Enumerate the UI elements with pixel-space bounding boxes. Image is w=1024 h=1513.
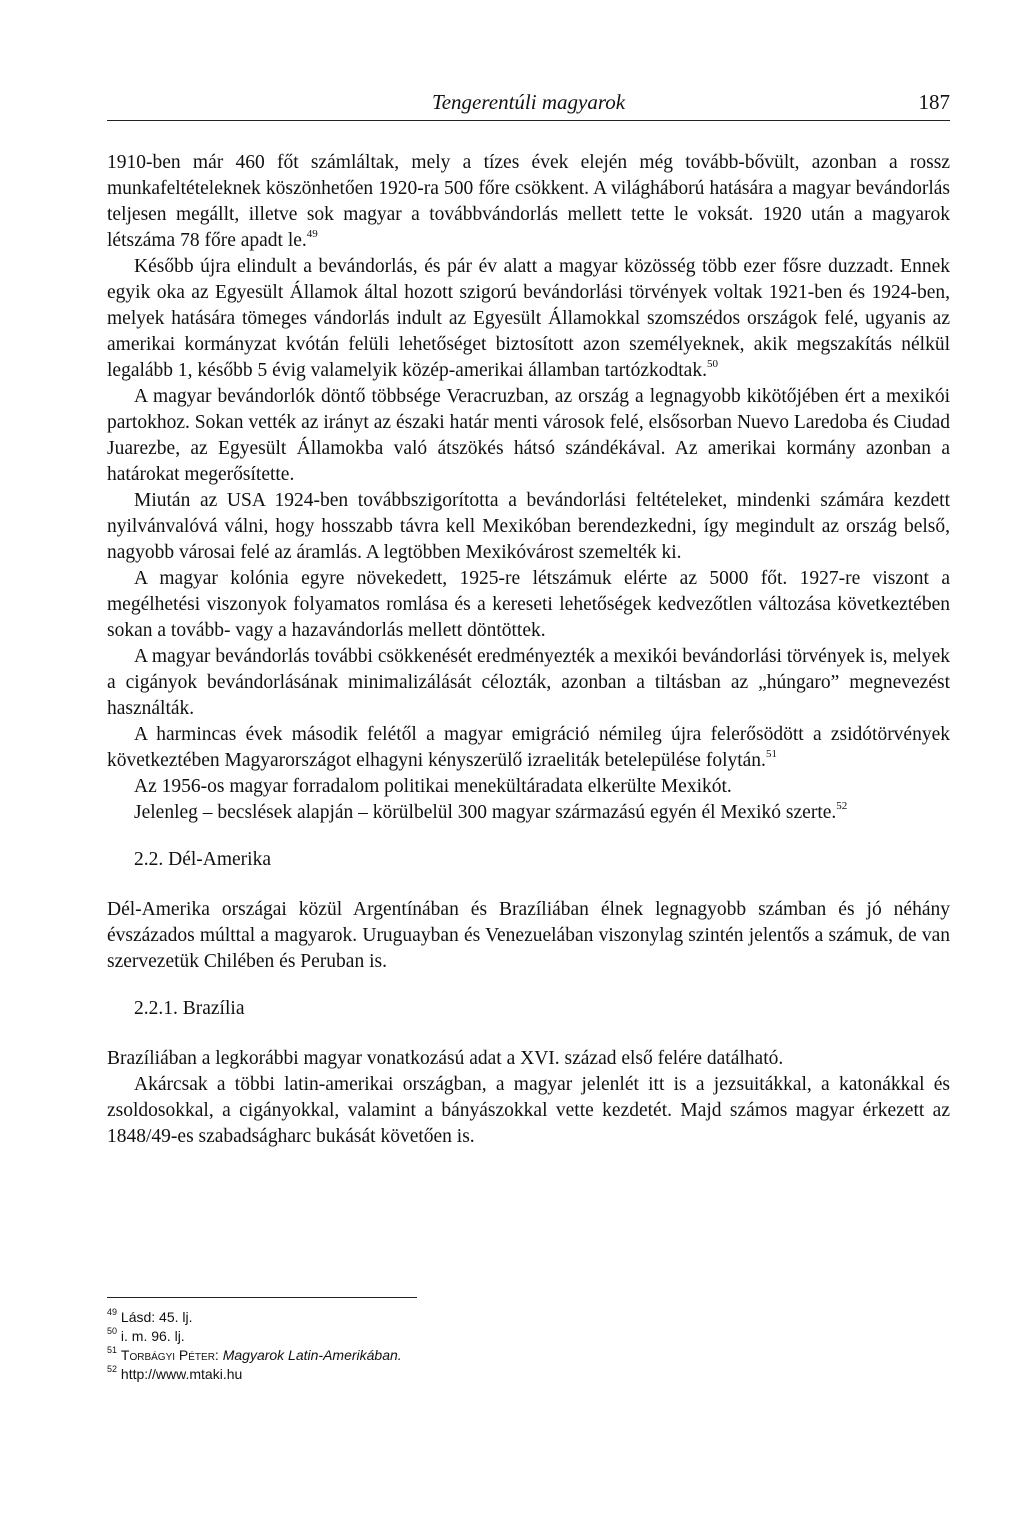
footnote-link[interactable]: http://www.mtaki.hu (120, 1366, 243, 1382)
footnote-divider (107, 1297, 417, 1298)
footnote-number: 52 (107, 1364, 118, 1375)
paragraph: Akárcsak a többi latin-amerikai országban, a magyar jelenlét itt is a jezsuitákkal, a katonákkal és zsoldosokkal, a cigányokkal, valamint a bányászokkal vette kezdetét. Majd számos magyar érkezett az 1848/49-es szabadságharc bukását követően is. (107, 1074, 950, 1147)
paragraph-text: 1910-ben már 460 főt számláltak, mely a tízes évek elején még tovább-bővült, azonban a rossz munkafeltételeknek köszönhetően 1920-ra 500 főre csökkent. A világháború hatására a magyar bevándorlás teljesen megállt, illetve sok magyar a továbbvándorlás mellett tette le voksát. 1920 után a magyarok létszáma 78 főre apadt le. (107, 152, 950, 251)
paragraph (107, 254, 950, 384)
footnote (107, 1308, 707, 1327)
paragraph (107, 800, 950, 826)
paragraph: Az 1956-os magyar forradalom politikai menekültáradata elkerülte Mexikót. (134, 776, 732, 797)
paragraph: A magyar bevándorlók döntő többsége Veracruzban, az ország a legnagyobb kikötőjében ért a mexikói partokhoz. Sokan vették az irányt az északi határ menti városok felé, elsősorban Nuevo Laredoba és Ciudad Juarezbe, az Egyesült Államokba való átszökés hátsó szándékával. Az amerikai kormány azonban a határokat megerősítette. (107, 386, 950, 485)
section-heading: 2.2. Dél-Amerika (134, 849, 271, 870)
paragraph: Brazíliában a legkorábbi magyar vonatkozású adat a XVI. század első felére datálható. (107, 1048, 784, 1069)
footnote-text: Lásd: 45. lj. (120, 1309, 193, 1325)
page-number: 187 (918, 90, 950, 114)
footnote-ref: 51 (765, 747, 777, 760)
running-title: Tengerentúli magyarok (431, 90, 626, 114)
footnote-title: Magyarok Latin-Amerikában. (222, 1347, 402, 1363)
paragraph: Miután az USA 1924-ben továbbszigorította a bevándorlási feltételeket, mindenki számára kezdett nyilvánvalóvá válni, hogy hosszabb távra kell Mexikóban berendezkedni, így megindult az ország belső, nagyobb városai felé az áramlás. A legtöbben Mexikóvárost szemelték ki. (107, 490, 950, 563)
paragraph: A magyar bevándorlás további csökkenését eredményezték a mexikói bevándorlási törvények is, melyek a cigányok bevándorlásának minimalizálását célozták, azonban a tiltásban az „húngaro” megnevezést használták. (107, 646, 950, 719)
footnote (107, 1346, 707, 1365)
running-header (107, 86, 950, 121)
footnote-author: Torbágyi Péter: (120, 1347, 219, 1363)
paragraph: Dél-Amerika országai közül Argentínában és Brazíliában élnek legnagyobb számban és jó néhány évszázados múlttal a magyarok. Uruguayban és Venezuelában viszonylag szintén jelentős a számuk, de van szervezetük Chilében és Peruban is. (107, 899, 950, 972)
footnote-number: 51 (107, 1345, 118, 1356)
paragraph (107, 150, 950, 254)
footnote[interactable] (107, 1365, 707, 1384)
footnote-ref: 52 (836, 799, 848, 812)
paragraph: A magyar kolónia egyre növekedett, 1925-re létszámuk elérte az 5000 főt. 1927-re viszont a megélhetési viszonyok folyamatos romlása és a kereseti lehetőségek kedvezőtlen változása következtében sokan a tovább- vagy a hazavándorlás mellett döntöttek. (107, 568, 950, 641)
paragraph-text: Később újra elindult a bevándorlás, és pár év alatt a magyar közösség több ezer fősre duzzadt. Ennek egyik oka az Egyesült Államok által hozott szigorú bevándorlási törvények voltak 1921-ben és 1924-ben, melyek hatására tömeges vándorlás indult az Egyesült Államokkal szomszédos országok felé, ugyanis az amerikai kormányzat kvótán felüli lehetőséget biztosított azon személyeknek, akik megszakítás nélkül legalább 1, később 5 évig valamelyik közép-amerikai államban tartózkodtak. (107, 256, 950, 381)
footnote-ref: 49 (306, 227, 318, 240)
footnote-number: 49 (107, 1307, 118, 1318)
footnote (107, 1327, 707, 1346)
footnote-ref: 50 (706, 357, 718, 370)
paragraph-text: A harmincas évek második felétől a magyar emigráció némileg újra felerősödött a zsidótörvények következtében Magyarországot elhagyni kényszerülő izraeliták betelepülése folytán. (107, 724, 950, 771)
footnotes (107, 1308, 707, 1384)
subsection-heading: 2.2.1. Brazília (134, 998, 245, 1019)
footnote-text: i. m. 96. lj. (120, 1328, 185, 1344)
footnote-number: 50 (107, 1326, 118, 1337)
paragraph (107, 722, 950, 774)
body-text (107, 150, 950, 1150)
paragraph-text: Jelenleg – becslések alapján – körülbelül 300 magyar származású egyén él Mexikó szerte. (134, 802, 837, 823)
